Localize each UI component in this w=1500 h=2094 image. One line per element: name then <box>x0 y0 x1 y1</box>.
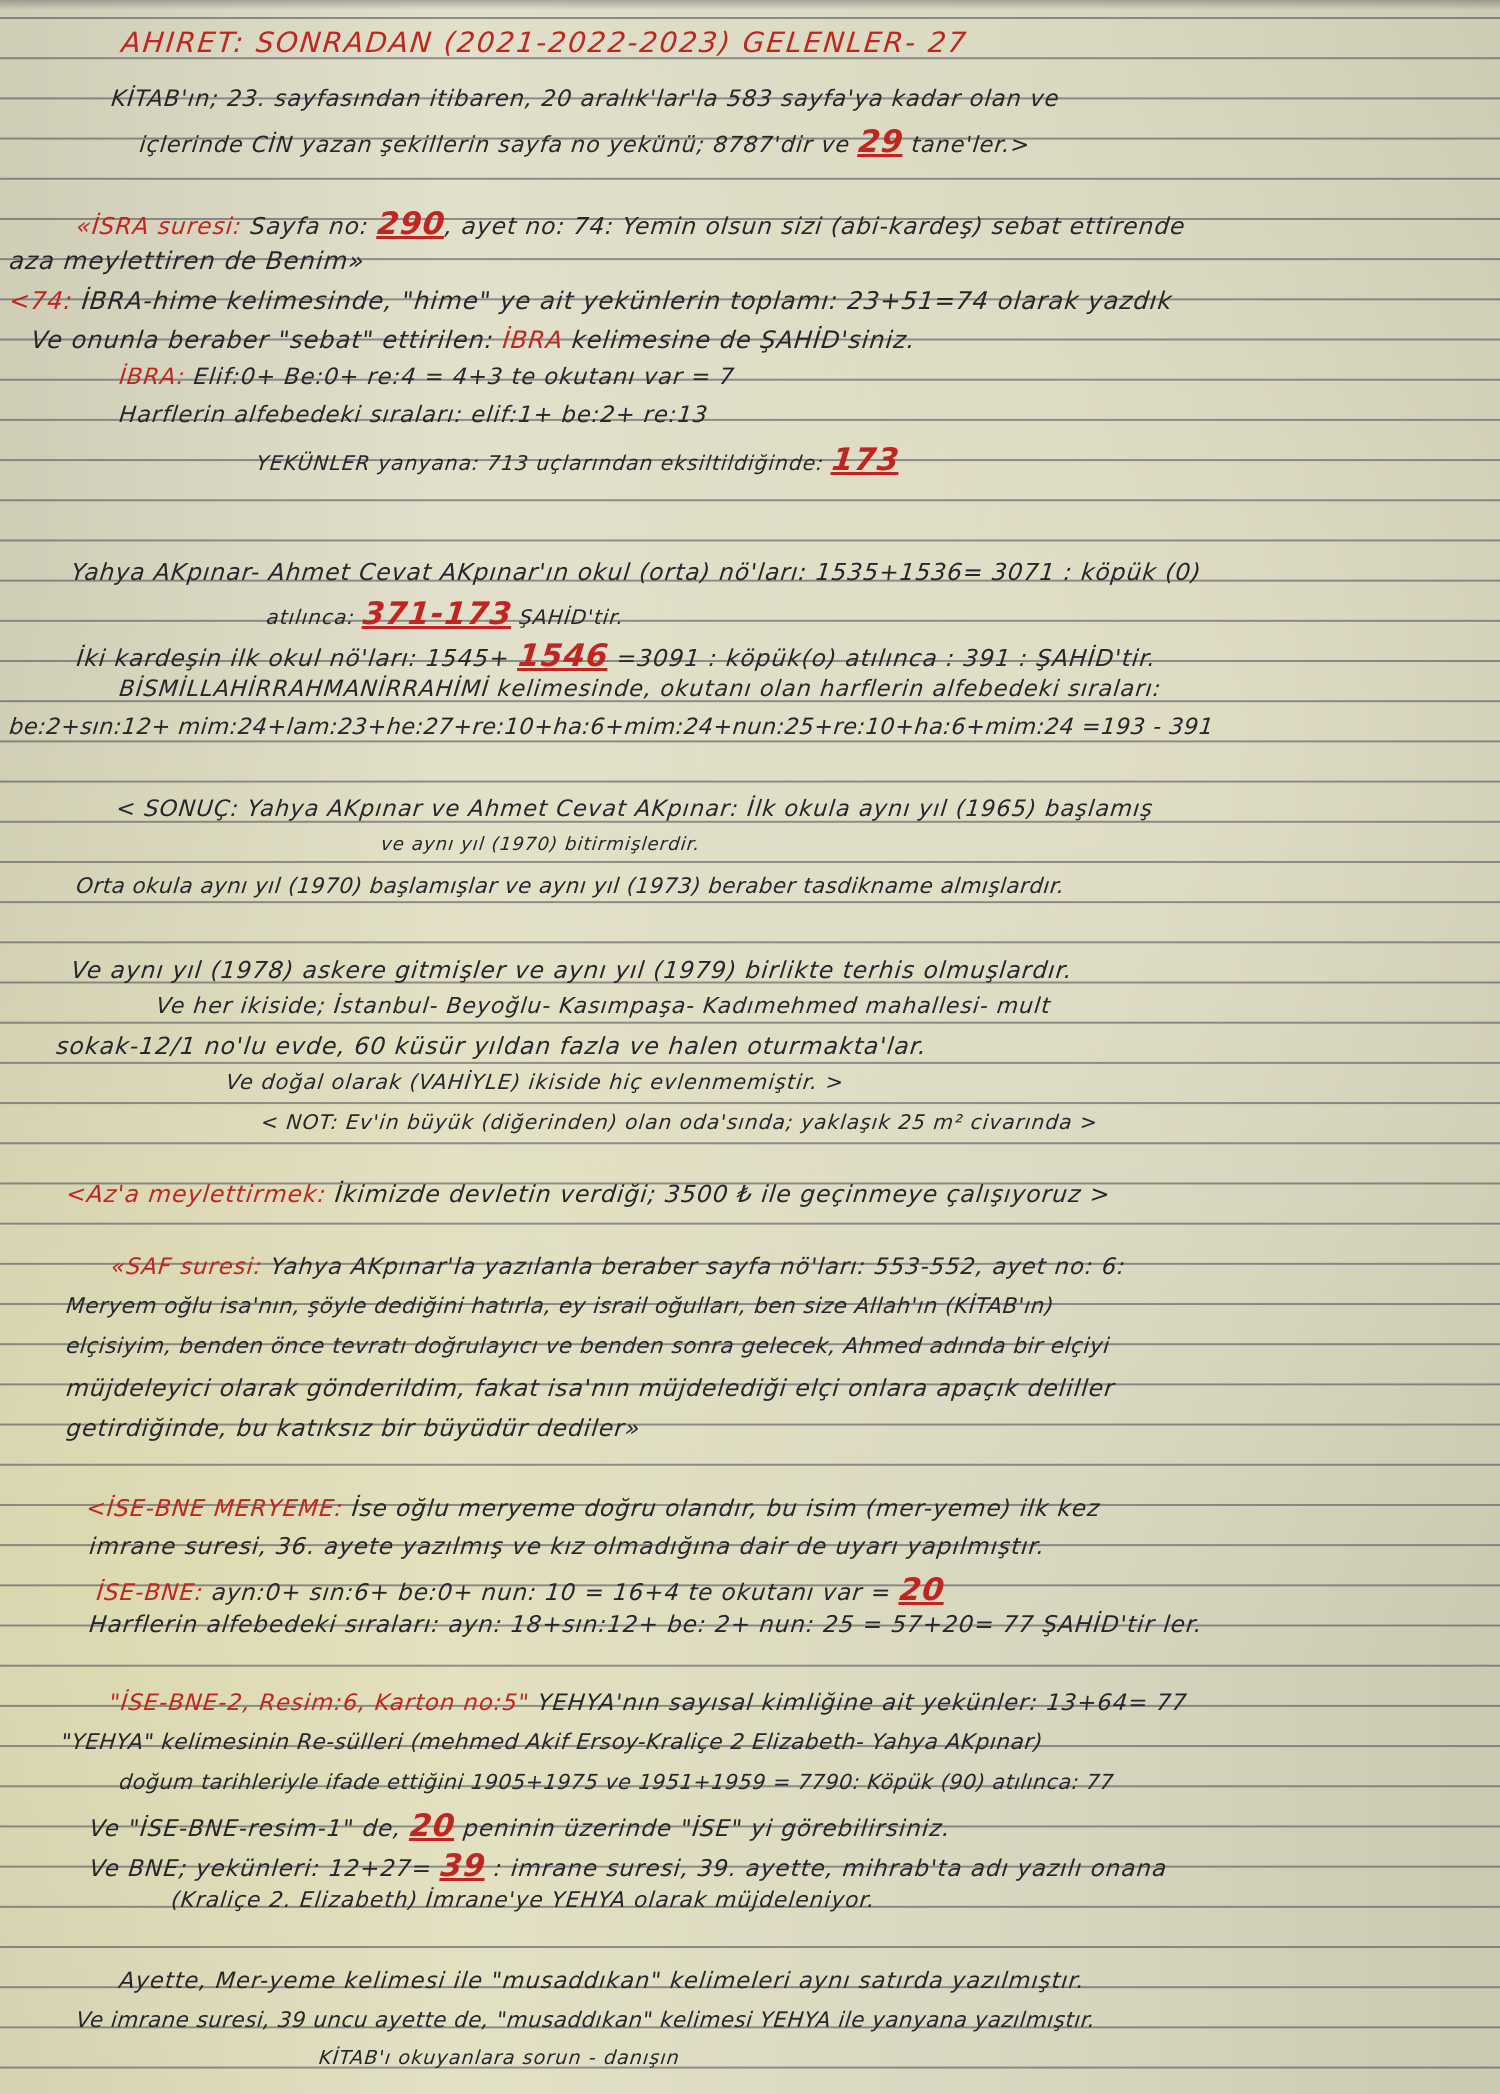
handwritten-text: Yahya AKpınar'la yazılanla beraber sayfa nö'ları: 553-552, ayet no: 6: <box>261 1254 1128 1280</box>
handwritten-text: İse oğlu meryeme doğru olandır, bu isim (mer-yeme) ilk kez <box>342 1496 1102 1522</box>
handwritten-text: İki kardeşin ilk okul nö'ları: 1545+ <box>75 645 520 672</box>
handwritten-text: Ve imrane suresi, 39 uncu ayette de, "musaddıkan" kelimesi YEHYA ile yanyana yazılmıştır. <box>75 2008 1097 2033</box>
red-heading-text: «SAF suresi: <box>110 1254 264 1280</box>
highlighted-number: 20 <box>408 1808 458 1844</box>
handwritten-text: kelimesine de ŞAHİD'siniz. <box>561 326 918 354</box>
text-line <box>88 1612 1500 1638</box>
text-line <box>65 1374 1500 1402</box>
handwritten-text: Meryem oğlu isa'nın, şöyle dediğini hatırla, ey israil oğulları, ben size Allah'ın (KİTAB'ın) <box>65 1294 1056 1319</box>
text-line <box>65 1334 1500 1359</box>
red-heading-text: "İSE-BNE-2, Resim:6, Karton no:5" <box>108 1690 531 1716</box>
text-line <box>75 874 1500 899</box>
text-line <box>70 956 1500 984</box>
handwritten-text: ve aynı yıl (1970) bitirmişlerdir. <box>380 834 702 855</box>
text-line <box>70 558 1500 586</box>
highlighted-number: 20 <box>897 1572 947 1608</box>
text-line <box>110 1254 1500 1280</box>
handwritten-text: Harflerin alfebedeki sıraları: ayn: 18+sın:12+ be: 2+ nun: 25 = 57+20= 77 ŞAHİD'tir ler. <box>88 1612 1205 1638</box>
text-line <box>380 834 1500 855</box>
text-line <box>85 1496 1500 1522</box>
handwritten-text: ayn:0+ sın:6+ be:0+ nun: 10 = 16+4 te okutanı var = <box>202 1580 901 1606</box>
handwritten-text: Yahya AKpınar- Ahmet Cevat AKpınar'ın okul (orta) nö'ları: 1535+1536= 3071 : köpük (0) <box>70 558 1204 586</box>
handwritten-text: =3091 : köpük(o) atılınca : 391 : ŞAHİD'tir. <box>607 645 1158 672</box>
handwritten-text: Harflerin alfebedeki sıraları: elif:1+ be:2+ re:13 <box>118 402 710 428</box>
text-line <box>155 994 1500 1019</box>
text-line <box>8 286 1491 315</box>
text-line <box>75 206 1500 242</box>
handwritten-text: Elif:0+ Be:0+ re:4 = 4+3 te okutanı var = 7 <box>184 364 737 390</box>
handwritten-text: KİTAB'ı okuyanlara sorun - danışın <box>318 2046 682 2069</box>
handwritten-text: Ve BNE; yekünleri: 12+27= <box>88 1856 442 1882</box>
handwritten-text: Ve aynı yıl (1978) askere gitmişler ve aynı yıl (1979) birlikte terhis olmuşlardır. <box>70 956 1075 984</box>
text-line <box>30 326 1500 354</box>
red-heading-text: «İSRA suresi: <box>75 213 244 240</box>
text-line <box>138 124 1500 160</box>
text-line <box>225 1070 1500 1094</box>
handwritten-text: İBRA-hime kelimesinde, "hime" ye ait yekünlerin toplamı: 23+51=74 olarak yazdık <box>71 286 1175 315</box>
handwritten-text: imrane suresi, 36. ayete yazılmış ve kız olmadığına dair de uyarı yapılmıştır. <box>88 1534 1047 1560</box>
handwritten-text: BİSMİLLAHİRRAHMANİRRAHİMİ kelimesinde, okutanı olan harflerin alfebedeki sıraları: <box>118 676 1163 702</box>
handwritten-text: Ve onunla beraber "sebat" ettirilen: <box>30 326 505 354</box>
text-line <box>8 246 1491 275</box>
handwritten-text: , ayet no: 74: Yemin olsun sizi (abi-kardeş) sebat ettirende <box>443 213 1187 240</box>
page-title: AHIRET: SONRADAN (2021-2022-2023) GELENLER- 27 <box>120 26 970 59</box>
highlighted-number: 290 <box>375 206 448 242</box>
handwritten-text: doğum tarihleriyle ifade ettiğini 1905+1975 ve 1951+1959 = 7790: Köpük (90) atılınca: 77 <box>118 1770 1116 1794</box>
red-heading-text: İBRA <box>501 326 565 354</box>
text-line <box>118 1968 1500 1994</box>
handwritten-text: : imrane suresi, 39. ayette, mihrab'ta adı yazılı onana <box>484 1856 1169 1882</box>
text-line <box>255 442 1500 478</box>
handwritten-text: getirdiğinde, bu katıksız bir büyüdür dediler» <box>65 1414 643 1442</box>
highlighted-number: 1546 <box>516 638 611 674</box>
handwritten-text: Sayfa no: <box>240 213 379 240</box>
text-line <box>115 796 1500 822</box>
text-line <box>75 2008 1500 2033</box>
handwritten-text: müjdeleyici olarak gönderildim, fakat isa'nın müjdelediği elçi onlara apaçık deliller <box>65 1374 1117 1402</box>
text-line <box>75 638 1500 674</box>
handwritten-text: atılınca: <box>265 605 365 629</box>
handwritten-text: tane'ler.> <box>902 132 1032 158</box>
red-heading-text: <İSE-BNE MERYEME: <box>85 1496 345 1522</box>
text-line <box>55 1032 1500 1060</box>
handwritten-text: Ayette, Mer-yeme kelimesi ile "musaddıkan" kelimeleri aynı satırda yazılmıştır. <box>118 1968 1087 1994</box>
text-line <box>88 1534 1500 1560</box>
handwritten-text: Orta okula aynı yıl (1970) başlamışlar ve aynı yıl (1973) beraber tasdikname almışlardır. <box>75 874 1066 899</box>
text-line <box>118 402 1500 428</box>
red-heading-text: İBRA: <box>118 364 187 390</box>
handwritten-text: sokak-12/1 no'lu evde, 60 küsür yıldan fazla ve halen oturmakta'lar. <box>55 1032 929 1060</box>
text-line <box>260 1110 1500 1134</box>
paper-top-edge <box>0 0 1500 10</box>
text-line <box>65 1414 1500 1442</box>
text-line <box>108 1690 1500 1716</box>
text-line <box>65 1180 1500 1208</box>
handwritten-text: YEHYA'nın sayısal kimliğine ait yekünler: 13+64= 77 <box>528 1690 1189 1716</box>
handwritten-text: Ve "İSE-BNE-resim-1" de, <box>88 1816 412 1842</box>
text-line <box>88 1808 1500 1844</box>
handwritten-text: Ve her ikiside; İstanbul- Beyoğlu- Kasımpaşa- Kadımehmed mahallesi- mult <box>155 994 1053 1019</box>
handwritten-text: Ve doğal olarak (VAHİYLE) ikiside hiç evlenmemiştir. > <box>225 1070 846 1094</box>
text-line <box>65 1294 1500 1319</box>
text-line <box>60 1730 1500 1755</box>
highlighted-number: 173 <box>830 442 902 478</box>
text-line <box>88 1848 1500 1884</box>
text-line <box>318 2046 1500 2069</box>
handwritten-text: "YEHYA" kelimesinin Re-sülleri (mehmed Akif Ersoy-Kraliçe 2 Elizabeth- Yahya AKpınar) <box>60 1730 1045 1755</box>
handwritten-text: be:2+sın:12+ mim:24+lam:23+he:27+re:10+ha:6+mim:24+nun:25+re:10+ha:6+mim:24 =193 - 391 <box>8 714 1216 740</box>
text-line <box>95 1572 1500 1608</box>
handwritten-text: < NOT: Ev'in büyük (diğerinden) olan oda'sında; yaklaşık 25 m² civarında > <box>260 1110 1100 1134</box>
handwritten-text: içlerinde CİN yazan şekillerin sayfa no yekünü; 8787'dir ve <box>138 132 860 158</box>
handwritten-text: aza meylettiren de Benim» <box>8 246 367 275</box>
text-line <box>110 86 1500 112</box>
handwritten-text: peninin üzerinde "İSE" yi görebilirsiniz. <box>453 1816 953 1842</box>
handwritten-text: İkimizde devletin verdiği; 3500 ₺ ile geçinmeye çalışıyoruz > <box>325 1180 1113 1208</box>
highlighted-number: 29 <box>856 124 906 160</box>
highlighted-number: 371-173 <box>361 596 515 632</box>
handwritten-text: ŞAHİD'tir. <box>510 605 626 629</box>
handwritten-text: KİTAB'ın; 23. sayfasından itibaren, 20 aralık'lar'la 583 sayfa'ya kadar olan ve <box>110 86 1062 112</box>
handwritten-text: < SONUÇ: Yahya AKpınar ve Ahmet Cevat AKpınar: İlk okula aynı yıl (1965) başlamış <box>115 796 1155 822</box>
red-heading-text: <74: <box>8 286 75 315</box>
text-line <box>8 714 1491 740</box>
text-line <box>265 596 1500 632</box>
red-heading-text: <Az'a meylettirmek: <box>65 1180 329 1208</box>
handwritten-text: (Kraliçe 2. Elizabeth) İmrane'ye YEHYA olarak müjdeleniyor. <box>170 1888 877 1913</box>
text-line <box>118 364 1500 390</box>
text-line <box>118 1770 1500 1794</box>
text-line <box>170 1888 1500 1913</box>
red-heading-text: İSE-BNE: <box>95 1580 206 1606</box>
text-line <box>118 676 1500 702</box>
highlighted-number: 39 <box>438 1848 488 1884</box>
handwritten-text: elçisiyim, benden önce tevratı doğrulayıcı ve benden sonra gelecek, Ahmed adında bir elçiyi <box>65 1334 1112 1359</box>
handwritten-text: YEKÜNLER yanyana: 713 uçlarından eksiltildiğinde: <box>255 451 833 475</box>
